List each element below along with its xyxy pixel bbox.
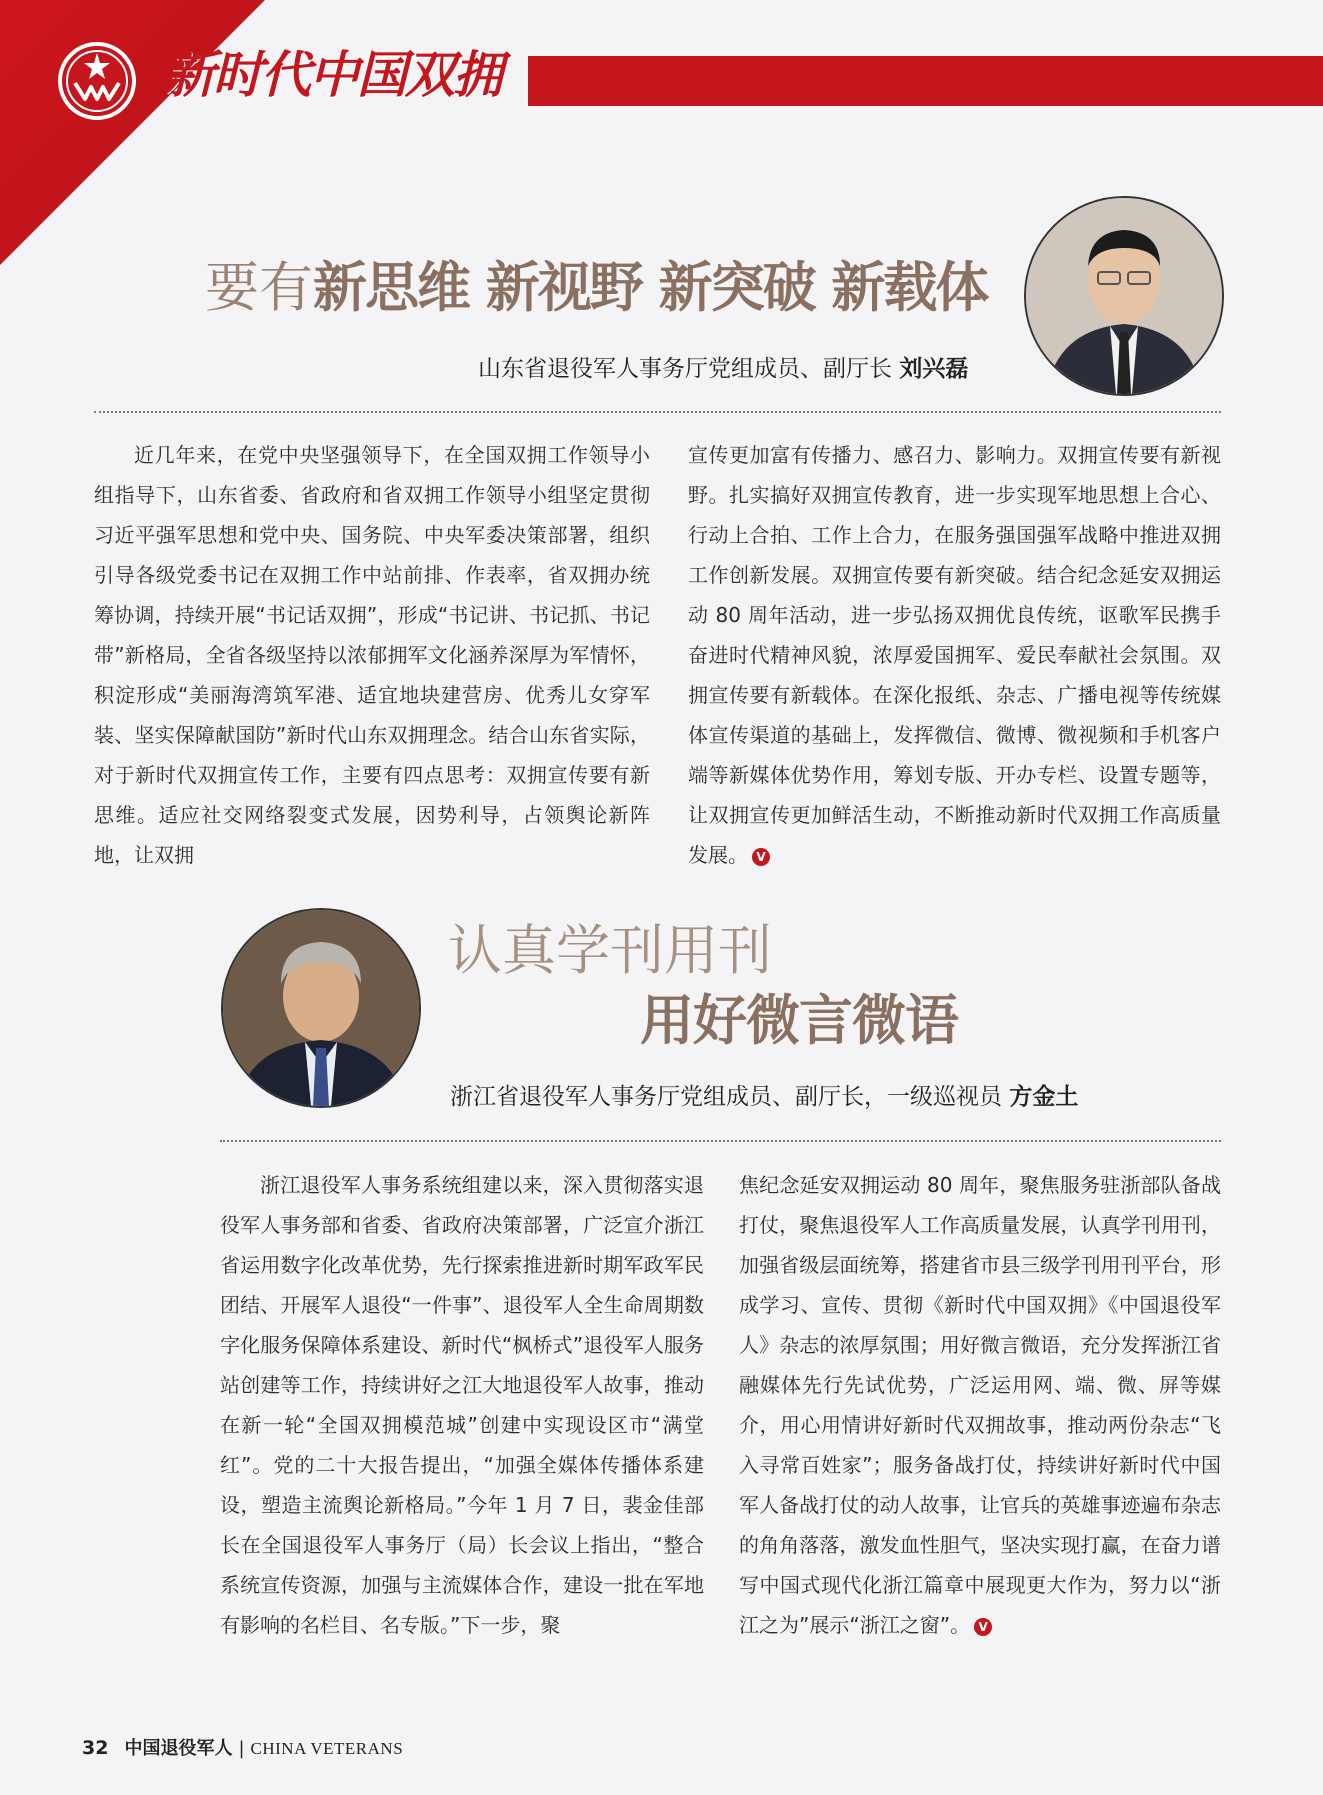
article2-paragraph-left: 浙江退役军人事务系统组建以来，深入贯彻落实退役军人事务部和省委、省政府决策部署，广泛宣介浙江省运用数字化改革优势，先行探索推进新时期军政军民团结、开展军人退役“一件事”、退役军人全生命周期数字化服务保障体系建设、新时代“枫桥式”退役军人服务站创建等工作，持续讲好之江大地退役军人故事，推动在新一轮“全国双拥模范城”创建中实现设区市“满堂红”。党的二十大报告提出，“加强全媒体传播体系建设，塑造主流舆论新格局。”今年 1 月 7 日，裴金佳部长在全国退役军人事务厅（局）长会议上指出，“整合系统宣传资源，加强与主流媒体合作，建设一批在军地有影响的名栏目、名专版。”下一步，聚 [220, 1173, 704, 1637]
article1-paragraph-left: 近几年来，在党中央坚强领导下，在全国双拥工作领导小组指导下，山东省委、省政府和省双拥工作领导小组坚定贯彻习近平强军思想和党中央、国务院、中央军委决策部署，组织引导各级党委书记在双拥工作中站前排、作表率，省双拥办统筹协调，持续开展“书记话双拥”，形成“书记讲、书记抓、书记带”新格局，全省各级坚持以浓郁拥军文化涵养深厚为军情怀，积淀形成“美丽海湾筑军港、适宜地块建营房、优秀儿女穿军装、坚实保障献国防”新时代山东双拥理念。结合山东省实际，对于新时代双拥宣传工作，主要有四点思考：双拥宣传要有新思维。适应社交网络裂变式发展，因势利导，占领舆论新阵地，让双拥 [94, 443, 650, 867]
publication-name-en: CHINA VETERANS [250, 1739, 404, 1758]
masthead-bar [528, 56, 1323, 106]
article2-paragraph-right-text: 焦纪念延安双拥运动 80 周年，聚焦服务驻浙部队备战打仗，聚焦退役军人工作高质量发展，认真学刊用刊，加强省级层面统筹，搭建省市县三级学刊用刊平台，形成学习、宣传、贯彻《新时代中国双拥》《中国退役军人》杂志的浓厚氛围；用好微言微语，充分发挥浙江省融媒体先行先试优势，广泛运用网、端、微、屏等媒介，用心用情讲好新时代双拥故事，推动两份杂志“飞入寻常百姓家”；服务备战打仗，持续讲好新时代中国军人备战打仗的动人故事，让官兵的英雄事迹遍布杂志的角角落落，激发血性胆气，坚决实现打赢，在奋力谱写中国式现代化浙江篇章中展现更大作为，努力以“浙江之为”展示“浙江之窗”。 [739, 1173, 1221, 1637]
page-number: 32 [82, 1737, 109, 1759]
page-footer [82, 1734, 403, 1760]
article2-author-portrait [221, 908, 421, 1108]
article2-paragraph-right [739, 1165, 1221, 1645]
end-mark-icon: V [752, 848, 770, 866]
article2-column-left [220, 1165, 704, 1645]
corner-triangle [0, 0, 265, 265]
article2-byline-role: 浙江省退役军人事务厅党组成员、副厅长，一级巡视员 [450, 1084, 1002, 1110]
article2-title-line2: 用好微言微语 [640, 989, 958, 1052]
publication-name-cn: 中国退役军人 [124, 1738, 233, 1759]
article2-byline [450, 1078, 1078, 1111]
article1-divider [94, 411, 1221, 413]
footer-separator: | [238, 1738, 245, 1759]
article1-paragraph-right-text: 宣传更加富有传播力、感召力、影响力。双拥宣传要有新视野。扎实搞好双拥宣传教育，进一步实现军地思想上合心、行动上合拍、工作上合力，在服务强国强军战略中推进双拥工作创新发展。双拥宣传要有新突破。结合纪念延安双拥运动 80 周年活动，进一步弘扬双拥优良传统，讴歌军民携手奋进时代精神风貌，浓厚爱国拥军、爱民奉献社会氛围。双拥宣传要有新载体。在深化报纸、杂志、广播电视等传统媒体宣传渠道的基础上，发挥微信、微博、微视频和手机客户端等新媒体优势作用，筹划专版、开办专栏、设置专题等，让双拥宣传更加鲜活生动，不断推动新时代双拥工作高质量发展。 [688, 443, 1221, 867]
article1-title-prefix: 要有 [205, 256, 313, 319]
article1-headline [205, 258, 987, 317]
article1-column-right [688, 435, 1221, 875]
article2-column-right [739, 1165, 1221, 1645]
article1-title-main: 新思维 新视野 新突破 新载体 [313, 256, 988, 319]
masthead-title: 新时代中国双拥 [165, 46, 501, 104]
article1-paragraph-right [688, 435, 1221, 875]
article1-byline [478, 350, 968, 383]
article1-author-portrait [1024, 196, 1224, 396]
emblem-icon [57, 41, 137, 121]
end-mark-icon: V [974, 1618, 992, 1636]
article1-column-left [94, 435, 650, 875]
article2-title-line1: 认真学刊用刊 [448, 919, 772, 982]
article2-divider [220, 1140, 1221, 1142]
article2-byline-name: 方金土 [1009, 1084, 1079, 1110]
article1-byline-name: 刘兴磊 [899, 356, 969, 382]
article1-byline-role: 山东省退役军人事务厅党组成员、副厅长 [478, 356, 892, 382]
